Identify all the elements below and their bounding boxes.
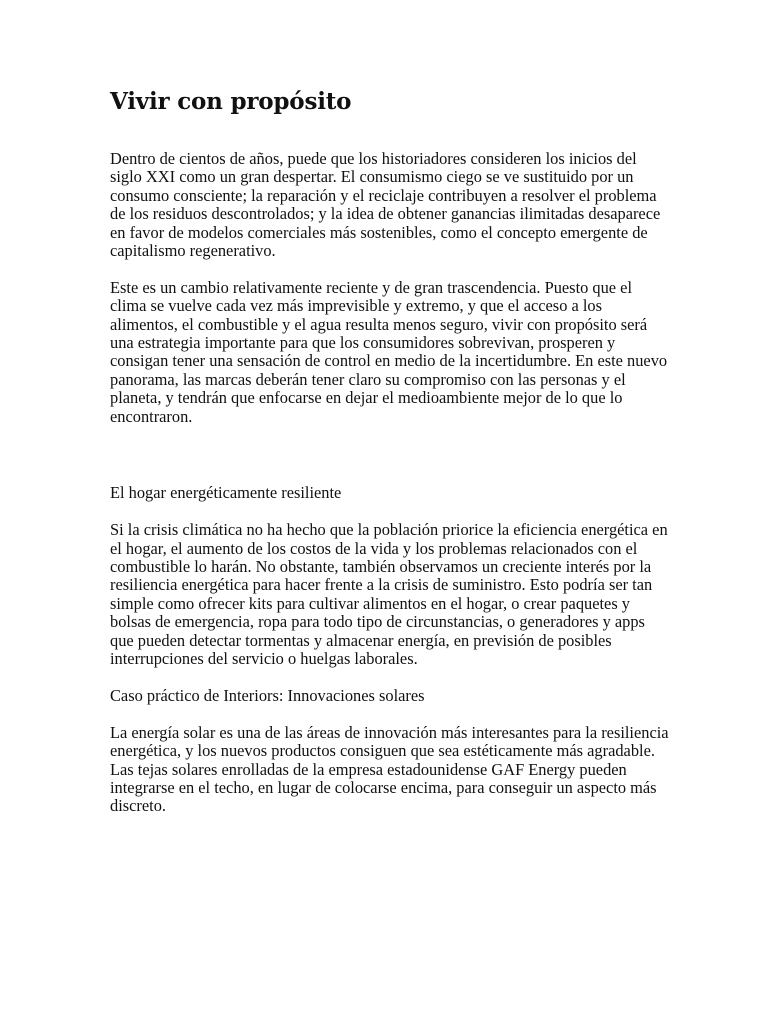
- paragraph-change: Este es un cambio relativamente reciente y de gran trascendencia. Puesto que el clima se vuelve cada vez más imprevisible y extremo, y que el acceso a los alimentos, el combustible y el agua resulta menos seguro, vivir con propósito será una estrategia importante para que los consumidores sobrevivan, prosperen y consigan tener una sensación de control en medio de la incertidumbre. En este nuevo panorama, las marcas deberán tener claro su compromiso con las personas y el planeta, y tendrán que enfocarse en dejar el medioambiente mejor de lo que lo encontraron.: [110, 277, 668, 426]
- document-page: [110, 88, 670, 834]
- section-heading-energy-home: El hogar energéticamente resiliente: [110, 483, 342, 503]
- document-title: Vivir con propósito: [110, 88, 352, 115]
- section-heading-case-study: Caso práctico de Interiors: Innovaciones solares: [110, 685, 425, 705]
- paragraph-energy-resilience: Si la crisis climática no ha hecho que la población priorice la eficiencia energética en el hogar, el aumento de los costos de la vida y los problemas relacionados con el combustible lo harán. No obstante, también observamos un creciente interés por la resiliencia energética para hacer frente a la crisis de suministro. Esto podría ser tan simple como ofrecer kits para cultivar alimentos en el hogar, o crear paquetes y bolsas de emergencia, ropa para todo tipo de circunstancias, o generadores y apps que pueden detectar tormentas y almacenar energía, en previsión de posibles interrupciones del servicio o huelgas laborales.: [110, 520, 668, 669]
- paragraph-solar-innovation: La energía solar es una de las áreas de innovación más interesantes para la resiliencia energética, y los nuevos productos consiguen que sea estéticamente más agradable. Las tejas solares enrolladas de la empresa estadounidense GAF Energy pueden integrarse en el techo, en lugar de colocarse encima, para conseguir un aspecto más discreto.: [110, 722, 669, 816]
- paragraph-intro: Dentro de cientos de años, puede que los historiadores consideren los inicios del siglo XXI como un gran despertar. El consumismo ciego se ve sustituido por un consumo consciente; la reparación y el reciclaje contribuyen a resolver el problema de los residuos descontrolados; y la idea de obtener ganancias ilimitadas desaparece en favor de modelos comerciales más sostenibles, como el concepto emergente de capitalismo regenerativo.: [110, 149, 661, 261]
- section-spacer: [110, 444, 670, 484]
